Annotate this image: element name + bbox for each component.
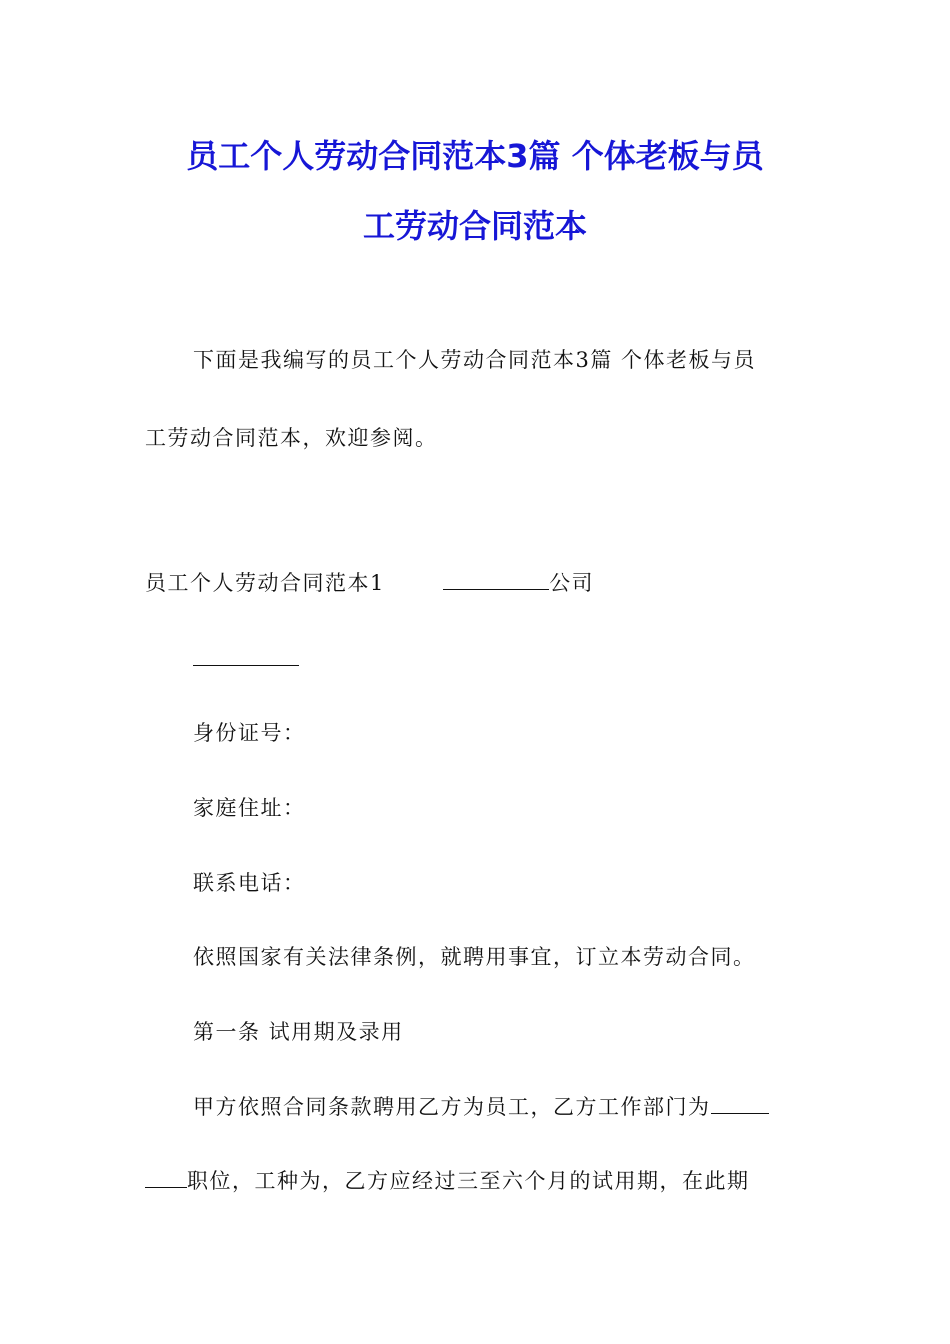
article-1-heading: 第一条 试用期及录用 xyxy=(193,1020,404,1044)
company-name-blank xyxy=(443,569,549,590)
phone-label: 联系电话： xyxy=(193,871,306,895)
contract-statement: 依照国家有关法律条例，就聘用事宜，订立本劳动合同。 xyxy=(193,945,756,969)
id-number-label: 身份证号： xyxy=(193,721,306,745)
department-blank xyxy=(711,1093,769,1114)
employee-name-blank xyxy=(193,645,299,666)
contract-heading-row xyxy=(145,568,594,598)
company-suffix: 公司 xyxy=(549,571,595,595)
article-1-text-1: 甲方依照合同条款聘用乙方为员工，乙方工作部门为 xyxy=(193,1095,711,1119)
home-address-label: 家庭住址： xyxy=(193,796,306,820)
contract-heading: 员工个人劳动合同范本1 xyxy=(145,571,385,595)
article-1-line-1 xyxy=(193,1092,769,1122)
document-title-line-1: 员工个人劳动合同范本3篇 个体老板与员 xyxy=(186,137,764,175)
article-1-line-2 xyxy=(145,1166,750,1196)
article-1-text-2: 职位，工种为，乙方应经过三至六个月的试用期，在此期 xyxy=(187,1169,750,1193)
intro-paragraph-line-1: 下面是我编写的员工个人劳动合同范本3篇 个体老板与员 xyxy=(193,348,757,372)
document-title-line-2: 工劳动合同范本 xyxy=(362,207,587,245)
intro-paragraph-line-2: 工劳动合同范本，欢迎参阅。 xyxy=(145,426,438,450)
position-blank xyxy=(145,1167,187,1188)
employee-name-row xyxy=(193,644,299,674)
